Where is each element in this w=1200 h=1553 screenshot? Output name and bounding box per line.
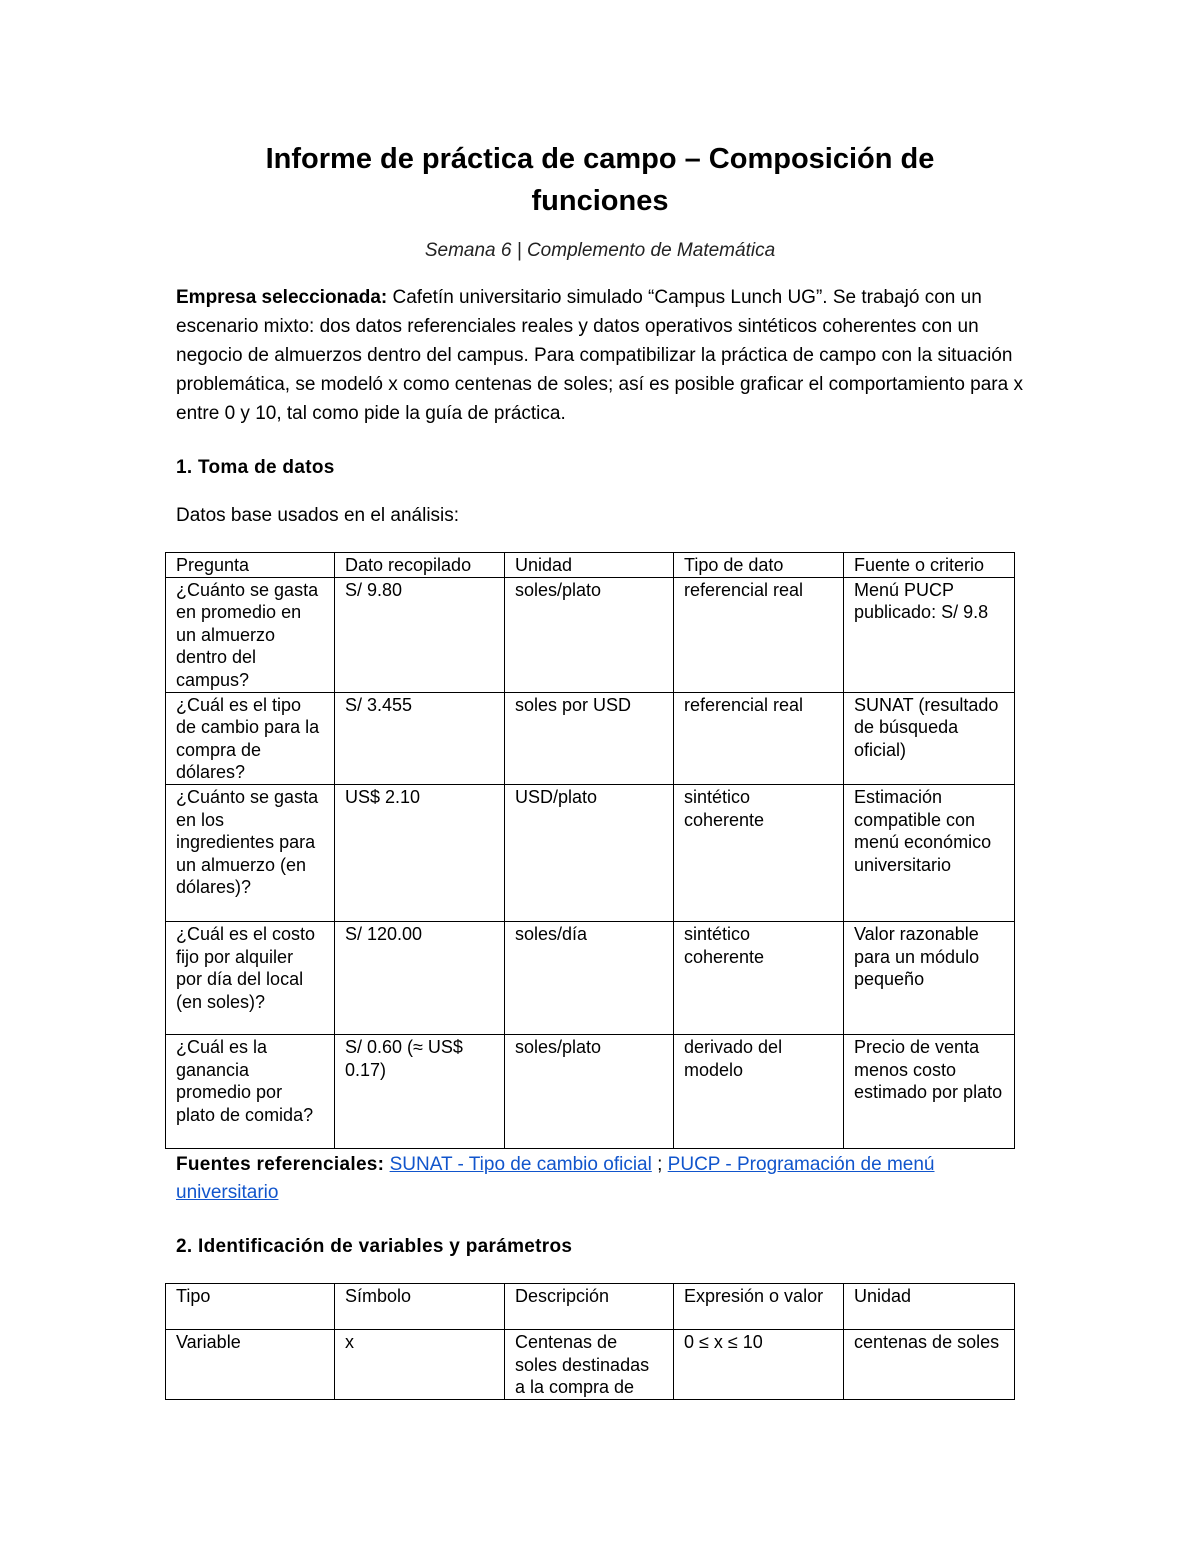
table-cell: Precio de venta menos costo estimado por plato [844,1034,1015,1148]
intro-label: Empresa seleccionada: [176,287,388,308]
variables-table [165,1283,1015,1400]
table-cell: Estimación compatible con menú económico universitario [844,784,1015,921]
table-header-row [166,1283,1015,1329]
table-cell: ¿Cuánto se gasta en promedio en un almuerzo dentro del campus? [166,577,335,692]
sunat-link[interactable]: SUNAT - Tipo de cambio oficial [389,1153,652,1175]
section-1-heading: 1. Toma de datos [176,457,335,478]
table-cell: x [335,1329,505,1399]
table-cell: USD/plato [505,784,674,921]
sources-label: Fuentes referenciales: [176,1153,385,1175]
table-cell: Variable [166,1329,335,1399]
table-row [166,692,1015,784]
table-cell: ¿Cuánto se gasta en los ingredientes para un almuerzo (en dólares)? [166,784,335,921]
table-header-cell: Dato recopilado [335,553,505,578]
table-cell: derivado del modelo [674,1034,844,1148]
table-row [166,577,1015,692]
table-cell: referencial real [674,692,844,784]
intro-text: Cafetín universitario simulado “Campus Lunch UG”. Se trabajó con un escenario mixto: dos datos referenciales reales y datos operativos sintéticos coherentes con un negocio de almuerzos dentro del campus. Para compatibilizar la práctica de campo con la situación problemática, se modeló x como centenas de soles; así es posible graficar el comportamiento para x entre 0 y 10, tal como pide la guía de práctica. [176,287,1023,424]
table-cell: ¿Cuál es el costo fijo por alquiler por día del local (en soles)? [166,921,335,1034]
table-cell: S/ 9.80 [335,577,505,692]
table-cell: soles/día [505,921,674,1034]
table-header-cell: Tipo [166,1283,335,1329]
table-cell: ¿Cuál es la ganancia promedio por plato de comida? [166,1034,335,1148]
table-header-cell: Unidad [844,1283,1015,1329]
intro-paragraph [176,283,1026,428]
table-header-cell: Expresión o valor [674,1283,844,1329]
table-cell: US$ 2.10 [335,784,505,921]
table-cell: ¿Cuál es el tipo de cambio para la compra de dólares? [166,692,335,784]
pucp-link[interactable]: PUCP - Programación de menú universitario [176,1153,935,1203]
table-cell: S/ 3.455 [335,692,505,784]
table-cell: soles/plato [505,1034,674,1148]
table-cell: sintético coherente [674,921,844,1034]
table-header-cell: Símbolo [335,1283,505,1329]
document-subtitle: Semana 6 | Complemento de Matemática [424,240,776,261]
section-1-lead: Datos base usados en el análisis: [176,505,460,526]
reference-sources [176,1151,1024,1207]
table-row [166,1329,1015,1399]
table-header-row [166,553,1015,578]
table-cell: referencial real [674,577,844,692]
table-cell: 0 ≤ x ≤ 10 [674,1329,844,1399]
table-cell: Menú PUCP publicado: S/ 9.8 [844,577,1015,692]
table-header-cell: Fuente o criterio [844,553,1015,578]
table-header-cell: Pregunta [166,553,335,578]
table-row [166,784,1015,921]
table-cell: centenas de soles [844,1329,1015,1399]
table-row [166,921,1015,1034]
table-header-cell: Unidad [505,553,674,578]
document-title: Informe de práctica de campo – Composición de funciones [265,143,935,217]
table-header-cell: Descripción [505,1283,674,1329]
table-cell: sintético coherente [674,784,844,921]
sources-separator: ; [651,1153,668,1175]
table-cell: SUNAT (resultado de búsqueda oficial) [844,692,1015,784]
section-2-heading: 2. Identificación de variables y parámetros [176,1235,573,1257]
table-cell: soles/plato [505,577,674,692]
table-cell: Valor razonable para un módulo pequeño [844,921,1015,1034]
table-cell: soles por USD [505,692,674,784]
table-cell: S/ 120.00 [335,921,505,1034]
table-cell: S/ 0.60 (≈ US$ 0.17) [335,1034,505,1148]
data-collection-table [165,552,1015,1149]
table-row [166,1034,1015,1148]
document-page [176,138,1024,1400]
table-header-cell: Tipo de dato [674,553,844,578]
table-cell: Centenas de soles destinadas a la compra de [505,1329,674,1399]
